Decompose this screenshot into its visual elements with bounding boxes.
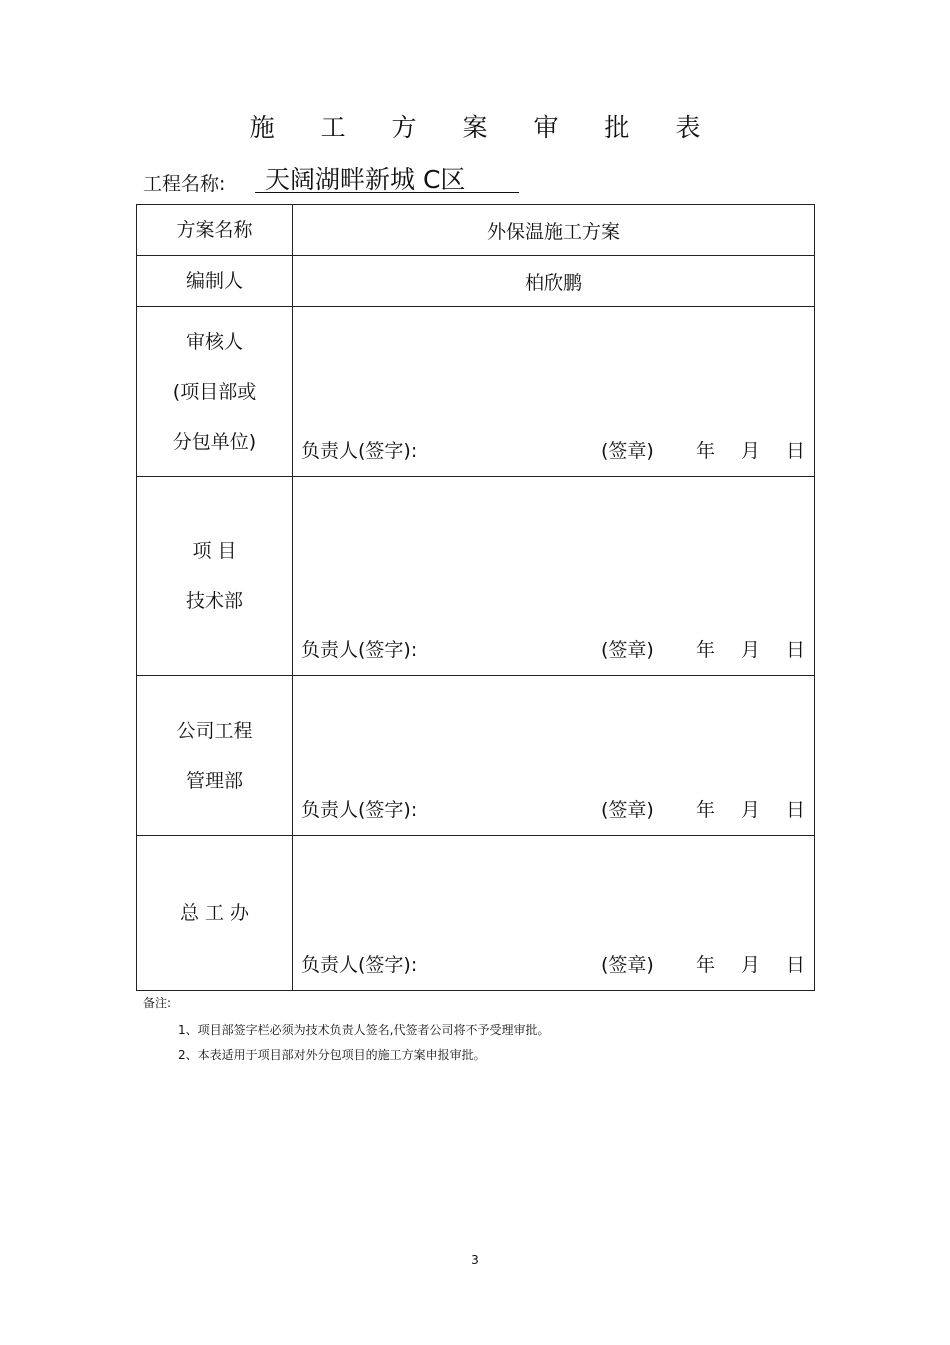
tech-dept-label-line: 技术部 (185, 590, 243, 612)
review-section-row (137, 307, 815, 477)
tech-dept-label (137, 477, 293, 676)
tech-dept-signature-field[interactable] (293, 477, 815, 676)
signature-line (301, 950, 804, 980)
company-mgmt-label-line: 管理部 (185, 769, 243, 792)
signature-line (301, 436, 804, 466)
signature-line (301, 635, 804, 665)
day-label: 日 (786, 799, 806, 821)
project-name-underline (255, 192, 519, 193)
company-mgmt-label-line: 公司工程 (176, 719, 253, 742)
seal-label: (签章) (601, 954, 654, 976)
seal-label: (签章) (601, 639, 654, 661)
review-label-line: (项目部或 (172, 380, 257, 403)
tech-dept-row (137, 477, 815, 676)
review-signature-field[interactable] (293, 307, 815, 477)
chief-engineer-signature-field[interactable] (293, 836, 815, 991)
tech-dept-label-line: 项 目 (192, 540, 237, 562)
page-title: 施 工 方 案 审 批 表 (249, 113, 720, 142)
company-mgmt-row (137, 676, 815, 836)
compiler-label: 编制人 (137, 256, 293, 307)
compiler-row (137, 256, 815, 307)
note-item: 2、本表适用于项目部对外分包项目的施工方案申报审批。 (178, 1048, 486, 1062)
signature-line (301, 795, 804, 825)
plan-name-row (137, 205, 815, 256)
responsible-signature-label: 负责人(签字): (301, 440, 418, 462)
review-label-line: 审核人 (185, 330, 243, 353)
month-label: 月 (741, 639, 761, 661)
year-label: 年 (696, 440, 716, 462)
seal-label: (签章) (601, 440, 654, 462)
year-label: 年 (696, 799, 716, 821)
review-label-line: 分包单位) (172, 430, 257, 453)
page-number: 3 (471, 1253, 479, 1267)
month-label: 月 (741, 799, 761, 821)
company-mgmt-signature-field[interactable] (293, 676, 815, 836)
month-label: 月 (741, 440, 761, 462)
month-label: 月 (741, 954, 761, 976)
project-name-value: 天阔湖畔新城 C区 (265, 165, 466, 194)
note-item: 1、项目部签字栏必须为技术负责人签名,代签者公司将不予受理审批。 (178, 1023, 550, 1037)
company-mgmt-label (137, 676, 293, 836)
responsible-signature-label: 负责人(签字): (301, 639, 418, 661)
project-name-label: 工程名称: (143, 173, 226, 195)
compiler-value: 柏欣鹏 (293, 256, 815, 307)
year-label: 年 (696, 954, 716, 976)
plan-name-label: 方案名称 (137, 205, 293, 256)
year-label: 年 (696, 639, 716, 661)
approval-form-table (136, 204, 815, 991)
review-section-label (137, 307, 293, 477)
chief-engineer-row (137, 836, 815, 991)
responsible-signature-label: 负责人(签字): (301, 799, 418, 821)
day-label: 日 (786, 440, 806, 462)
notes-heading: 备注: (143, 996, 172, 1010)
day-label: 日 (786, 954, 806, 976)
responsible-signature-label: 负责人(签字): (301, 954, 418, 976)
chief-engineer-label (137, 836, 293, 991)
plan-name-value: 外保温施工方案 (293, 205, 815, 256)
chief-engineer-label-line: 总 工 办 (179, 902, 250, 924)
seal-label: (签章) (601, 799, 654, 821)
day-label: 日 (786, 639, 806, 661)
